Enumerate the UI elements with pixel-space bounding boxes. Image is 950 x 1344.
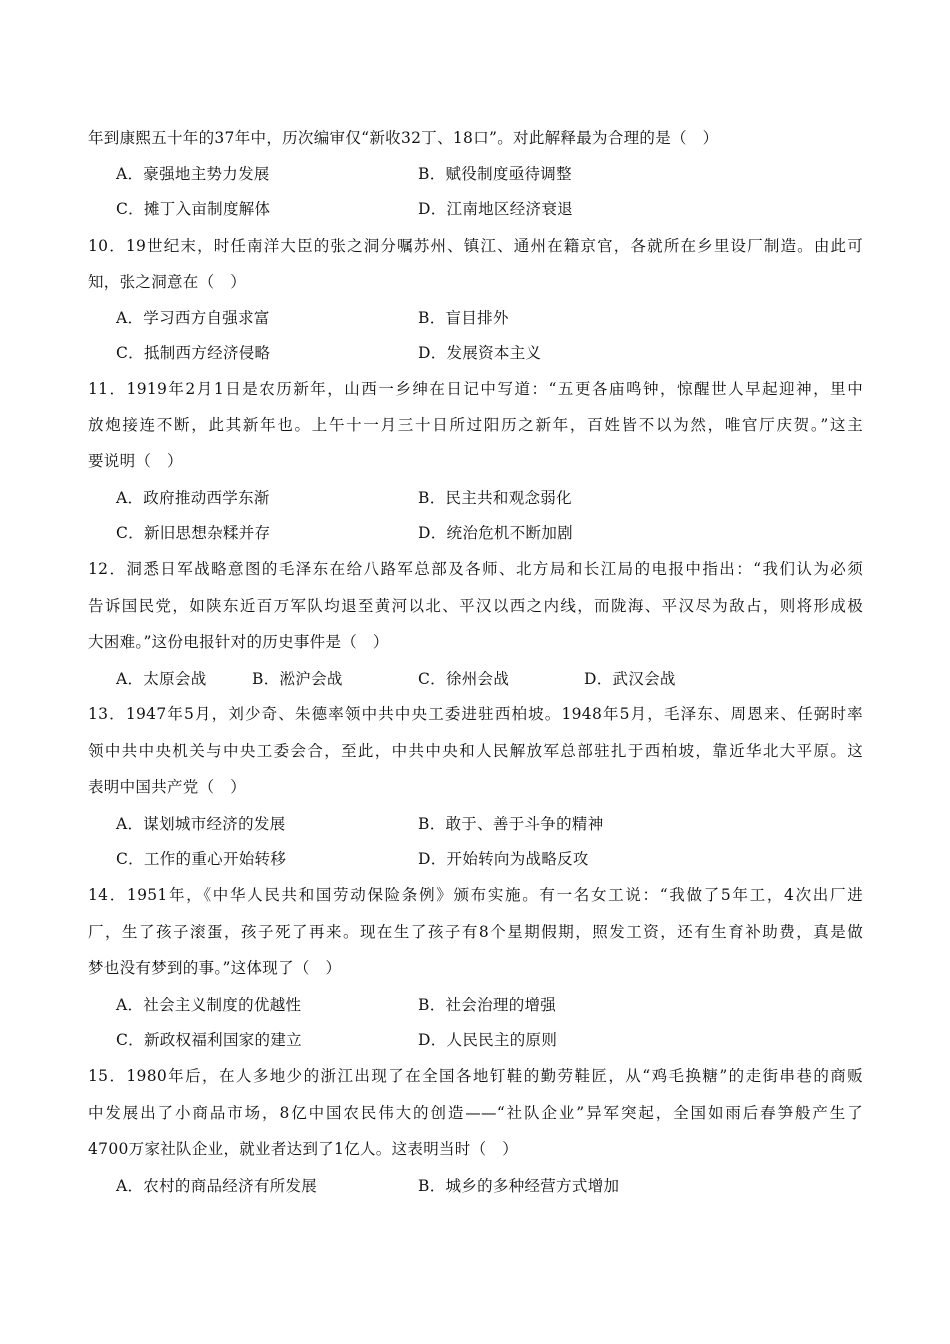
q10-option-b[interactable]: B．盲目排外: [418, 309, 509, 327]
question-10-line-1: 10．19世纪末，时任南洋大臣的张之洞分嘱苏州、镇江、通州在籍京官，各就所在乡里设厂制造。由此可: [88, 237, 863, 255]
question-11-line-2: 放炮接连不断，此其新年也。上午十一月三十日所过阳历之新年，百姓皆不以为然，唯官厅庆贺。”这主: [88, 416, 863, 434]
q12-option-d[interactable]: D．武汉会战: [584, 670, 676, 688]
q9-option-b[interactable]: B．赋役制度亟待调整: [418, 165, 572, 183]
question-15-line-2: 中发展出了小商品市场，8亿中国农民伟大的创造——“社队企业”异军突起，全国如雨后春笋般产生了: [88, 1104, 863, 1122]
q14-option-a[interactable]: A．社会主义制度的优越性: [116, 996, 302, 1014]
question-11-line-3: 要说明（ ）: [88, 452, 183, 470]
q13-option-b[interactable]: B．敢于、善于斗争的精神: [418, 815, 604, 833]
q9-option-a[interactable]: A．豪强地主势力发展: [116, 165, 270, 183]
question-14-line-1: 14．1951年，《中华人民共和国劳动保险条例》颁布实施。有一名女工说：“我做了5年工，4次出厂进: [88, 886, 863, 904]
q12-option-b[interactable]: B．淞沪会战: [252, 670, 343, 688]
question-12-line-3: 大困难。”这份电报针对的历史事件是（ ）: [88, 633, 389, 651]
q13-option-c[interactable]: C．工作的重心开始转移: [116, 850, 287, 868]
question-13-line-3: 表明中国共产党（ ）: [88, 778, 247, 796]
question-15-line-3: 4700万家社队企业，就业者达到了1亿人。这表明当时（ ）: [88, 1140, 519, 1158]
q11-option-a[interactable]: A．政府推动西学东渐: [116, 489, 270, 507]
q10-option-c[interactable]: C．抵制西方经济侵略: [116, 344, 271, 362]
q13-option-d[interactable]: D．开始转向为战略反攻: [418, 850, 589, 868]
q12-option-a[interactable]: A．太原会战: [116, 670, 207, 688]
q15-option-b[interactable]: B．城乡的多种经营方式增加: [418, 1177, 620, 1195]
q14-option-d[interactable]: D．人民民主的原则: [418, 1031, 558, 1049]
question-10-line-2: 知，张之洞意在（ ）: [88, 273, 247, 291]
q12-option-c[interactable]: C．徐州会战: [418, 670, 510, 688]
q10-option-a[interactable]: A．学习西方自强求富: [116, 309, 270, 327]
question-13-line-2: 领中共中央机关与中央工委会合，至此，中共中央和人民解放军总部驻扎于西柏坡，靠近华北大平原。这: [88, 742, 863, 760]
question-14-line-2: 厂，生了孩子滚蛋，孩子死了再来。现在生了孩子有8个星期假期，照发工资，还有生育补助费，真是做: [88, 923, 863, 941]
q10-option-d[interactable]: D．发展资本主义: [418, 344, 542, 362]
q14-option-b[interactable]: B．社会治理的增强: [418, 996, 557, 1014]
q11-option-b[interactable]: B．民主共和观念弱化: [418, 489, 572, 507]
question-12-line-2: 告诉国民党，如陕东近百万军队均退至黄河以北、平汉以西之内线，而陇海、平汉尽为敌占，则将形成极: [88, 597, 863, 615]
q13-option-a[interactable]: A．谋划城市经济的发展: [116, 815, 286, 833]
q11-option-d[interactable]: D．统治危机不断加剧: [418, 524, 573, 542]
q9-option-c[interactable]: C．摊丁入亩制度解体: [116, 200, 271, 218]
q9-option-d[interactable]: D．江南地区经济衰退: [418, 200, 573, 218]
q15-option-a[interactable]: A．农村的商品经济有所发展: [116, 1177, 318, 1195]
question-11-line-1: 11．1919年2月1日是农历新年，山西一乡绅在日记中写道：“五更各庙鸣钟，惊醒世人早起迎神，里中: [88, 380, 863, 398]
q11-option-c[interactable]: C．新旧思想杂糅并存: [116, 524, 271, 542]
question-12-line-1: 12．洞悉日军战略意图的毛泽东在给八路军总部及各师、北方局和长江局的电报中指出：“我们认为必须: [88, 560, 863, 578]
q14-option-c[interactable]: C．新政权福利国家的建立: [116, 1031, 302, 1049]
question-9-tail: 年到康熙五十年的37年中，历次编审仅“新收32丁、18口”。对此解释最为合理的是（ ）: [88, 129, 719, 147]
question-13-line-1: 13．1947年5月，刘少奇、朱德率领中共中央工委进驻西柏坡。1948年5月，毛泽东、周恩来、任弼时率: [88, 705, 863, 723]
question-14-line-3: 梦也没有梦到的事。”这体现了（ ）: [88, 959, 342, 977]
question-15-line-1: 15．1980年后，在人多地少的浙江出现了在全国各地钉鞋的勤劳鞋匠，从“鸡毛换糖”的走街串巷的商贩: [88, 1067, 863, 1085]
